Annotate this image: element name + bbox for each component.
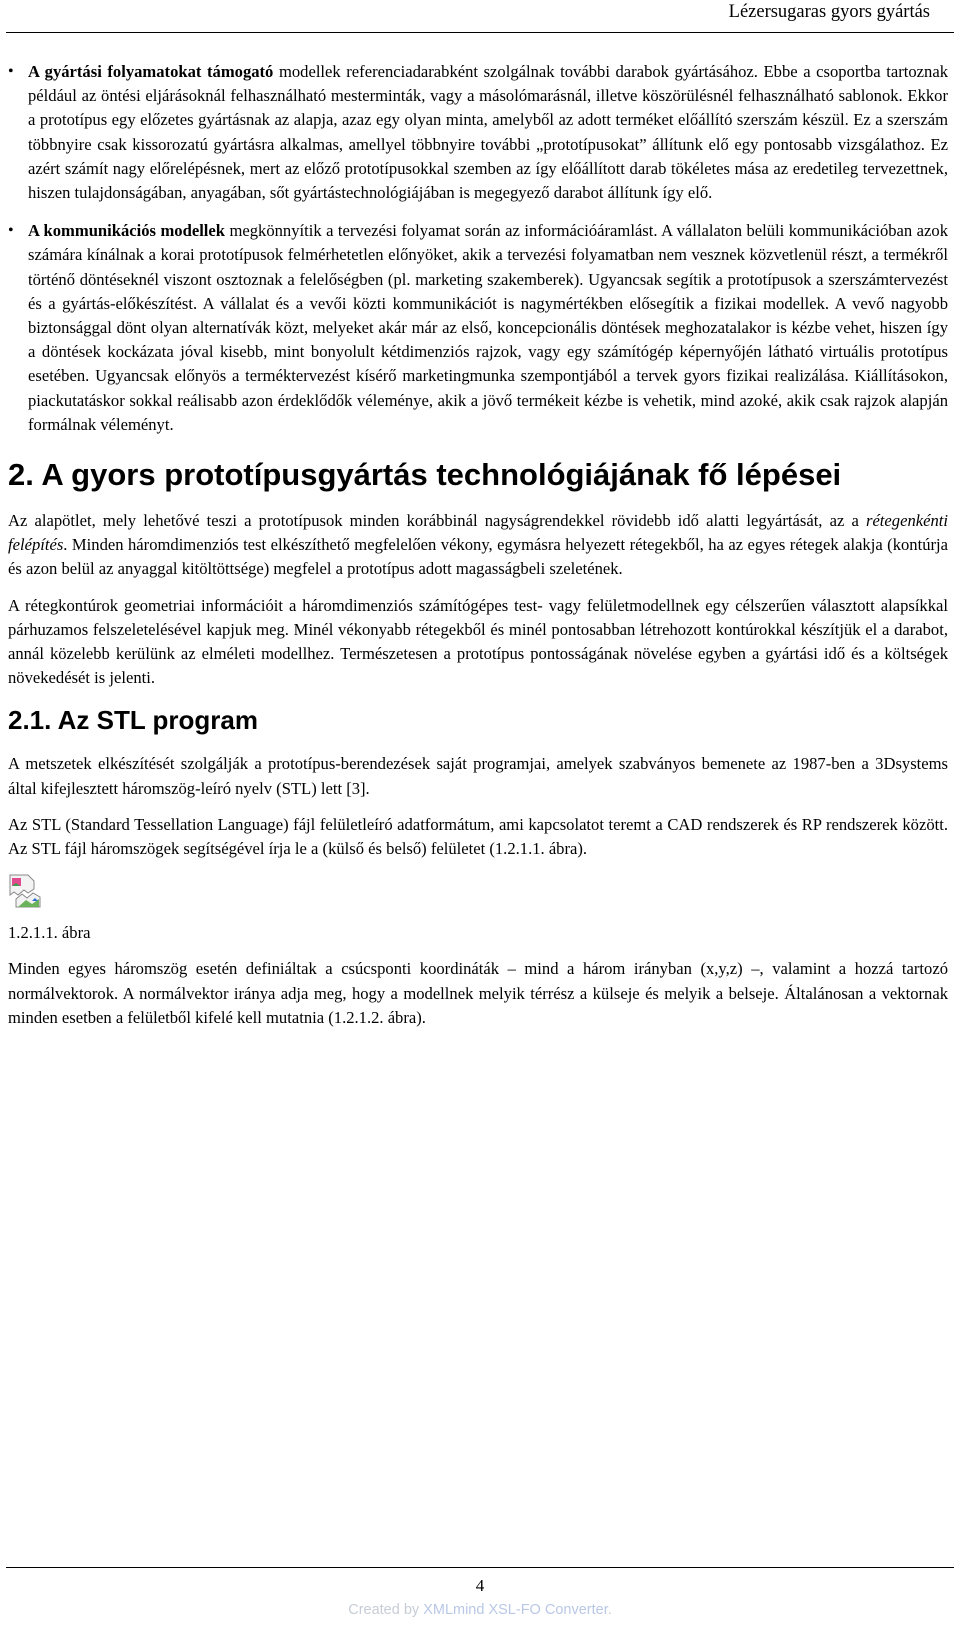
- bullet-text: modellek referenciadarabként szolgálnak további darabok gyártásához. Ebbe a csoportba tartoznak például az öntési eljárásoknál felhasználható mesterminták, vagy a másolómarásnál, illetve köszörülésnél felhasználható sablonok. Ekkor a prototípus egy előzetes gyártásnak az alapja, azaz egy olyan minta, amelyből az adott terméket előállító szerszám készül. Ez a szerszám többnyire csak kissorozatú gyártásra alkalmas, amellyel többnyire további „prototípusokat” állítunk elő egy pontosabb vizsgálathoz. Ez azért számít nagy előrelépésnek, mert az előző prototípusokkal szemben az így előállított darab tökéletes mása az eredetileg tervezettnek, hiszen tulajdonságában, anyagában, sőt gyártástechnológiájában is megegyező darabot állítunk így elő.: [28, 62, 948, 203]
- bullet-text: megkönnyítik a tervezési folyamat során az információáramlást. A vállalaton belüli kommunikációban azok számára kínálnak a korai prototípusok felmérhetetlen előnyöket, akik a tervezési folyamatban nem vesznek közvetlenül részt, a termékről történő döntéseknél viszont osztoznak a felelőségben (pl. marketing szakemberek). Ugyancsak segítik a prototípusok a szerszámtervezést és a gyártás-előkészítést. A vállalat és a vevői közti kommunikációt is nagymértékben elősegítik a fizikai modellek. A vevő nagyobb biztonsággal dönt olyan alternatívák közt, melyeket akár már az első, koncepcionális döntések meghozatalakor is kézbe vehet, hiszen így a döntések kockázata jóval kisebb, mint bonyolult kétdimenziós rajzok, vagy egy számítógép képernyőjén látható virtuális prototípus esetében. Ugyancsak előnyös a terméktervezést kísérő marketingmunka szempontjából a tervek gyors fizikai realizálása. Kiállításokon, piackutatáskor sokkal reálisabb azon érdeklődők véleménye, akik a jövő termékeit kézbe is vehetik, mind azoké, akik csak rajzok alapján formálnak véleményt.: [28, 221, 949, 434]
- paragraph: A metszetek elkészítését szolgálják a prototípus-berendezések saját programjai, amelyek szabványos bemenete az 1987-ben a 3Dsystems által kifejlesztett háromszög-leíró nyelv (STL) lett [3].: [8, 754, 948, 798]
- paragraph: Minden egyes háromszög esetén definiáltak a csúcsponti koordináták – mind a három irányban (x,y,z) –, valamint a hozzá tartozó normálvektorok. A normálvektor iránya adja meg, hogy a modellnek melyik térrész a külseje és melyik a belseje. Általánosan a vektornak minden esetben a felületből kifelé kell mutatnia (1.2.1.2. ábra).: [8, 959, 948, 1027]
- bullet-lead: A gyártási folyamatokat támogató: [28, 62, 274, 81]
- bullet-icon: •: [8, 63, 14, 80]
- running-title: Lézersugaras gyors gyártás: [728, 2, 930, 22]
- section-heading-2-1: 2.1. Az STL program: [8, 705, 258, 736]
- section-heading-2: 2. A gyors prototípusgyártás technológiájának fő lépései: [8, 457, 842, 493]
- bullet-icon: •: [8, 222, 14, 240]
- paragraph-text: Az alapötlet, mely lehetővé teszi a prototípusok minden korábbinál nagyságrendekkel rövidebb idő alatti legyártását, az a: [8, 511, 866, 531]
- converter-brand: XMLmind XSL-FO Converter: [423, 1602, 608, 1618]
- paragraph-text: . Minden háromdimenziós test elkészíthető megfelelően vékony, egymásra helyezett rétegekből, ha az egyes rétegek alakja (kontúrja és azon belül az anyaggal kitöltöttsége) megfelel a prototípus adott magasságbeli szeletének.: [8, 535, 948, 579]
- broken-image-icon: [8, 873, 42, 909]
- page-header: [0, 0, 960, 40]
- italic-term: rétegenkénti felépítés: [8, 511, 948, 555]
- converter-suffix: .: [607, 1602, 612, 1618]
- paragraph: [8, 509, 948, 582]
- paragraph: A rétegkontúrok geometriai információit a háromdimenziós számítógépes test- vagy felületmodellnek egy célszerűen választott alapsíkkal párhuzamos felszeletelésével kapjuk meg. Minél vékonyabb rétegekből és minél pontosabban létrehozott kontúrokkal készítjük el a darabot, annál közelebb kerülünk az elméleti modellhez. Természetesen a prototípus pontosságának növelése egyben a gyártási idő és a költségek növekedését is jelenti.: [8, 595, 948, 688]
- bullet-lead: A kommunikációs modellek: [28, 221, 226, 241]
- page-content: [8, 60, 948, 1042]
- converter-credit: [0, 1602, 960, 1618]
- paragraph: Az STL (Standard Tessellation Language) fájl felületleíró adatformátum, ami kapcsolatot teremt a CAD rendszerek és RP rendszerek között. Az STL fájl háromszögek segítségével írja le a (külső és belső) felületet (1.2.1.1. ábra).: [8, 814, 948, 859]
- bullet-item-production-models: [8, 60, 948, 205]
- header-rule: [6, 32, 954, 33]
- footer-rule: [6, 1567, 954, 1568]
- converter-prefix: Created by: [348, 1602, 424, 1618]
- figure-caption: 1.2.1.1. ábra: [8, 923, 91, 943]
- bullet-item-communication-models: [8, 219, 948, 437]
- page-number: 4: [475, 1576, 485, 1595]
